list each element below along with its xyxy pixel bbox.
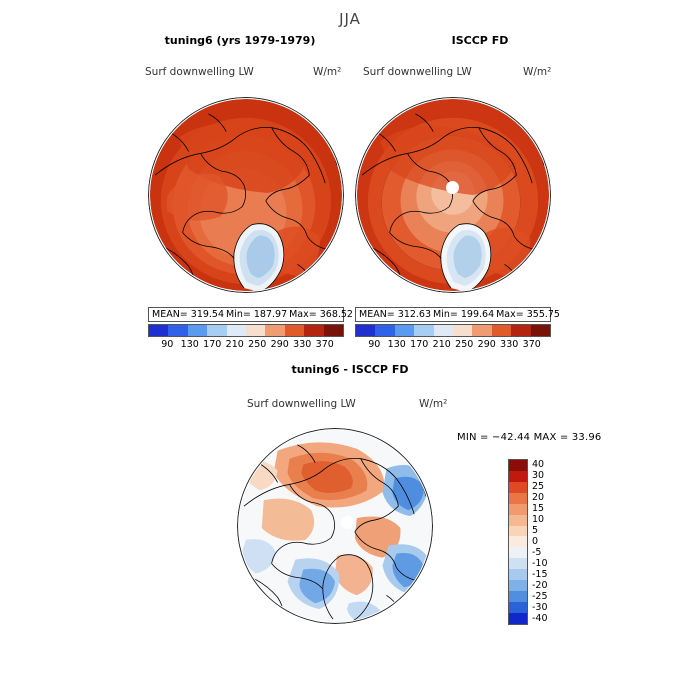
right-stat-max: Max= 355.75 xyxy=(496,309,560,320)
diff-panel-title: tuning6 - ISCCP FD xyxy=(291,363,409,376)
colorbar-swatch xyxy=(509,536,527,547)
colorbar-swatch xyxy=(509,493,527,504)
left-units-label: W/m² xyxy=(313,66,342,78)
colorbar-swatch xyxy=(168,325,187,336)
colorbar-swatch xyxy=(356,325,375,336)
right-colorbar xyxy=(355,324,551,337)
colorbar-swatch xyxy=(509,602,527,613)
colorbar-swatch xyxy=(149,325,168,336)
colorbar-swatch xyxy=(509,482,527,493)
left-map-svg xyxy=(148,97,344,293)
colorbar-swatch xyxy=(509,547,527,558)
colorbar-swatch xyxy=(509,591,527,602)
colorbar-tick-label: -40 xyxy=(532,612,548,624)
colorbar-tick-label: 5 xyxy=(532,525,539,537)
colorbar-tick-label: 210 xyxy=(432,339,451,350)
colorbar-swatch xyxy=(188,325,207,336)
left-stat-mean: MEAN= 319.54 xyxy=(152,309,225,320)
diff-minmax-label: MIN = −42.44 MAX = 33.96 xyxy=(457,432,602,443)
right-stat-mean: MEAN= 312.63 xyxy=(359,309,432,320)
left-variable-label: Surf downwelling LW xyxy=(145,66,254,78)
colorbar-tick-label: 290 xyxy=(270,339,289,350)
colorbar-swatch xyxy=(414,325,433,336)
colorbar-swatch xyxy=(324,325,343,336)
colorbar-swatch xyxy=(285,325,304,336)
colorbar-swatch xyxy=(434,325,453,336)
season-title: JJA xyxy=(339,10,361,28)
right-stats-box xyxy=(355,307,560,322)
colorbar-tick-label: -25 xyxy=(532,590,548,602)
colorbar-tick-label: -15 xyxy=(532,568,548,580)
colorbar-tick-label: 250 xyxy=(248,339,267,350)
diff-pole-gap xyxy=(341,516,354,529)
colorbar-tick-label: 0 xyxy=(532,536,539,547)
colorbar-tick-label: -5 xyxy=(532,546,542,558)
colorbar-swatch xyxy=(509,504,527,515)
right-polar-map xyxy=(355,97,551,293)
colorbar-tick-label: 130 xyxy=(387,339,406,350)
right-panel-title: ISCCP FD xyxy=(451,34,509,47)
colorbar-swatch xyxy=(509,569,527,580)
diff-variable-label: Surf downwelling LW xyxy=(247,398,356,410)
colorbar-swatch xyxy=(492,325,511,336)
right-units-label: W/m² xyxy=(523,66,552,78)
colorbar-tick-label: 25 xyxy=(532,481,545,493)
left-stat-max: Max= 368.52 xyxy=(289,309,353,320)
colorbar-swatch xyxy=(265,325,284,336)
colorbar-swatch xyxy=(375,325,394,336)
colorbar-swatch xyxy=(304,325,323,336)
colorbar-swatch xyxy=(509,471,527,482)
right-colorbar-labels xyxy=(363,339,543,350)
colorbar-swatch xyxy=(509,460,527,471)
diff-colorbar-labels xyxy=(532,459,572,625)
colorbar-swatch xyxy=(531,325,550,336)
left-stats-box xyxy=(148,307,353,322)
colorbar-swatch xyxy=(509,526,527,537)
colorbar-tick-label: 290 xyxy=(477,339,496,350)
left-panel-title: tuning6 (yrs 1979-1979) xyxy=(164,34,316,47)
colorbar-tick-label: 170 xyxy=(203,339,222,350)
colorbar-swatch xyxy=(509,515,527,526)
colorbar-tick-label: 30 xyxy=(532,470,545,482)
diff-polar-map xyxy=(237,428,433,624)
colorbar-swatch xyxy=(509,558,527,569)
right-pole-gap xyxy=(446,181,459,194)
colorbar-swatch xyxy=(509,580,527,591)
colorbar-tick-label: 130 xyxy=(180,339,199,350)
colorbar-tick-label: 90 xyxy=(368,339,381,350)
colorbar-tick-label: 330 xyxy=(500,339,519,350)
colorbar-tick-label: 370 xyxy=(315,339,334,350)
left-colorbar-labels xyxy=(156,339,336,350)
colorbar-swatch xyxy=(511,325,530,336)
colorbar-swatch xyxy=(207,325,226,336)
left-polar-map xyxy=(148,97,344,293)
left-stat-min: Min= 187.97 xyxy=(226,309,288,320)
diff-colorbar xyxy=(508,459,528,625)
colorbar-tick-label: 40 xyxy=(532,459,545,471)
right-variable-label: Surf downwelling LW xyxy=(363,66,472,78)
colorbar-swatch xyxy=(472,325,491,336)
colorbar-tick-label: 170 xyxy=(410,339,429,350)
colorbar-tick-label: 250 xyxy=(455,339,474,350)
colorbar-swatch xyxy=(395,325,414,336)
right-stat-min: Min= 199.64 xyxy=(433,309,495,320)
colorbar-tick-label: 210 xyxy=(225,339,244,350)
colorbar-tick-label: 90 xyxy=(161,339,174,350)
left-colorbar xyxy=(148,324,344,337)
diff-map-svg xyxy=(237,428,433,624)
colorbar-swatch xyxy=(246,325,265,336)
colorbar-tick-label: 20 xyxy=(532,492,545,504)
colorbar-tick-label: 10 xyxy=(532,514,545,526)
right-map-svg xyxy=(355,97,551,293)
colorbar-tick-label: -20 xyxy=(532,579,548,591)
colorbar-tick-label: 330 xyxy=(293,339,312,350)
colorbar-swatch xyxy=(453,325,472,336)
colorbar-tick-label: 15 xyxy=(532,503,545,515)
colorbar-tick-label: -30 xyxy=(532,601,548,613)
colorbar-tick-label: -10 xyxy=(532,557,548,569)
colorbar-swatch xyxy=(227,325,246,336)
diff-units-label: W/m² xyxy=(419,398,448,410)
colorbar-swatch xyxy=(509,613,527,624)
colorbar-tick-label: 370 xyxy=(522,339,541,350)
